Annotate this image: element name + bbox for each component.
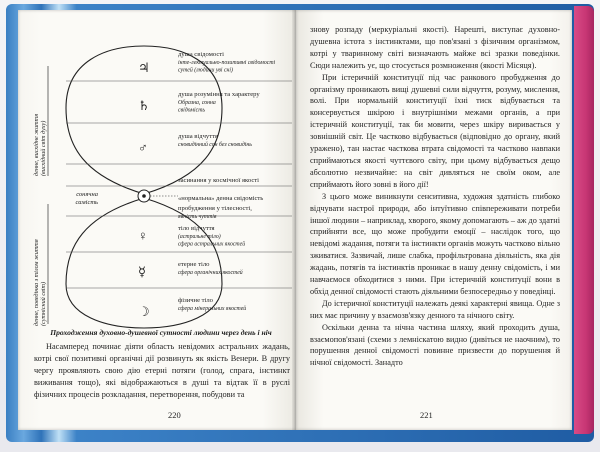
moon-icon: ☽ [138, 304, 150, 319]
level-title: тіло відчуття [178, 225, 215, 232]
level-subtitle: сновидінний сон без сновидінь [178, 142, 252, 148]
level-title: засинання у космічної якості [178, 177, 260, 184]
mars-icon: ♂ [138, 140, 148, 155]
level-title: душа відчуття [178, 133, 218, 140]
level-subtitle: явність чуттів [178, 214, 217, 220]
level-title: фізичне тіло [178, 297, 213, 304]
level-title: душа свідомості [178, 51, 224, 58]
page-number-left: 220 [168, 410, 181, 420]
jupiter-icon: ♃ [138, 60, 150, 75]
level-subtitle: Образна, сонна [178, 100, 216, 106]
level-subtitle: сутей (людини уві сні) [178, 67, 233, 74]
level-title: душа розуміння та характеру [178, 91, 260, 98]
level-subtitle: (астральне тіло) [178, 234, 221, 240]
level-subtitle: свідомість [178, 107, 206, 114]
mercury-icon: ☿ [138, 264, 146, 279]
page-number-right: 221 [420, 410, 433, 420]
right-page [296, 10, 572, 430]
level-title: пробудження у тілесності, [178, 205, 252, 212]
side-label-upper-sub: (висхідний світ духу) [40, 120, 47, 176]
left-body-text [34, 341, 290, 401]
level-title: етерне тіло [178, 261, 210, 268]
sun-self-label-2: самість [75, 199, 98, 206]
level-title: «нормальна» денна свідомість [178, 195, 264, 202]
paragraph: Оскільки денна та нічна частина шляху, який проходить душа, взаємопов'язані (схеми з лемніскатою видно (дивіться не наочним), то порушення денної свідомості повинне призвести до порушення й нічної свідомості. Занадто [310, 322, 560, 368]
venus-icon: ♀ [138, 228, 148, 243]
paragraph: знову розпаду (меркуріальні якості). Нарешті, виступає духовно-душевна істота з інстинктами, що пов'язані з фізичним організмом, котрі у тваринному світі визначають майже всі зразки поведінки. Сюди належить ує, що стосується розмноження (якості Місяця). [310, 25, 560, 70]
saturn-icon: ♄ [138, 98, 150, 113]
side-label-lower: денне, поведінка з тілом життя [33, 239, 40, 326]
paragraph: При істеричній конституції під час ранкового пробудження до організму проникають вищі душевні сили відчуття, розуму, мислення, волі. При нормальній конституції їхні тиск відбувається та консервується шкірою і внутрішніми межами органів, а при істеричній конституції, так би мовити, через шкіру виривається у зовнішній світ. Це частково відбувається (відповідно до органу, який уражено), тан настає часткова втрата свідомості та частково навпаки сприймаються якості чуттєвого світу, при цьому відбувається дещо абсолютно незвичайне: на світ дивляться не своїм оком, але сприймають його зовні в його дії! [310, 72, 560, 189]
right-body-text [310, 24, 560, 369]
paragraph: Насамперед починає діяти область невідомих астральних жадань, котрі свої позитивні органічні дії розвинуть як якість Венери. В другу чергу проявляють свою дію етерні потяги (голод, спрага, інстинкт виживання тощо), які відображаються в душі та відтак її в руслі фізичних процесів розкладання, перетворення, побудови та [34, 342, 290, 399]
level-subtitle: сфера астральних якостей [178, 241, 246, 248]
level-subtitle: сфера мінеральних якостей [178, 306, 247, 312]
figure-caption: Проходження духовно-душевної сутності людини через день і ніч [50, 328, 272, 337]
lemniscate-diagram [26, 26, 292, 331]
sun-self-label-1: сонячна [76, 191, 98, 198]
side-label-lower-sub: (сутнісний світ) [40, 282, 47, 326]
left-page [18, 10, 296, 430]
book-spine-edge [574, 6, 594, 434]
side-label-upper: денне, висхідне життя [33, 113, 40, 176]
level-subtitle: інте-лектуально-позитивні свідомості [178, 60, 276, 66]
paragraph: З цього може виникнути сенситивна, художня здатність глибоко відчувати настрої природи, або інтуїтивно співпереживати потреби іншої людини – наприклад, хворого, якому допомагають – аж до здатні сприйняти все, що може пробудити емоції – наслідок того, що невідомі жадання, потяги та інстинкти органів можуть частково вільно зживатися. Зазвичай, лише слабка, профільтрована діяльність, яка дія жадань, потягів та інстинктів проникає в нашу денну свідомість, і ми навчаємося обходитися з ними. При істеричній конституції вони в обхід денної свідомості стають діяльними безпосередньо у поведінці. [310, 191, 560, 296]
level-subtitle: сфера органічних якостей [178, 270, 243, 276]
paragraph: До істеричної конституції належать деякі характерні явища. Одне з них має причину у взаємозв'язку денного та нічного світу. [310, 298, 560, 320]
